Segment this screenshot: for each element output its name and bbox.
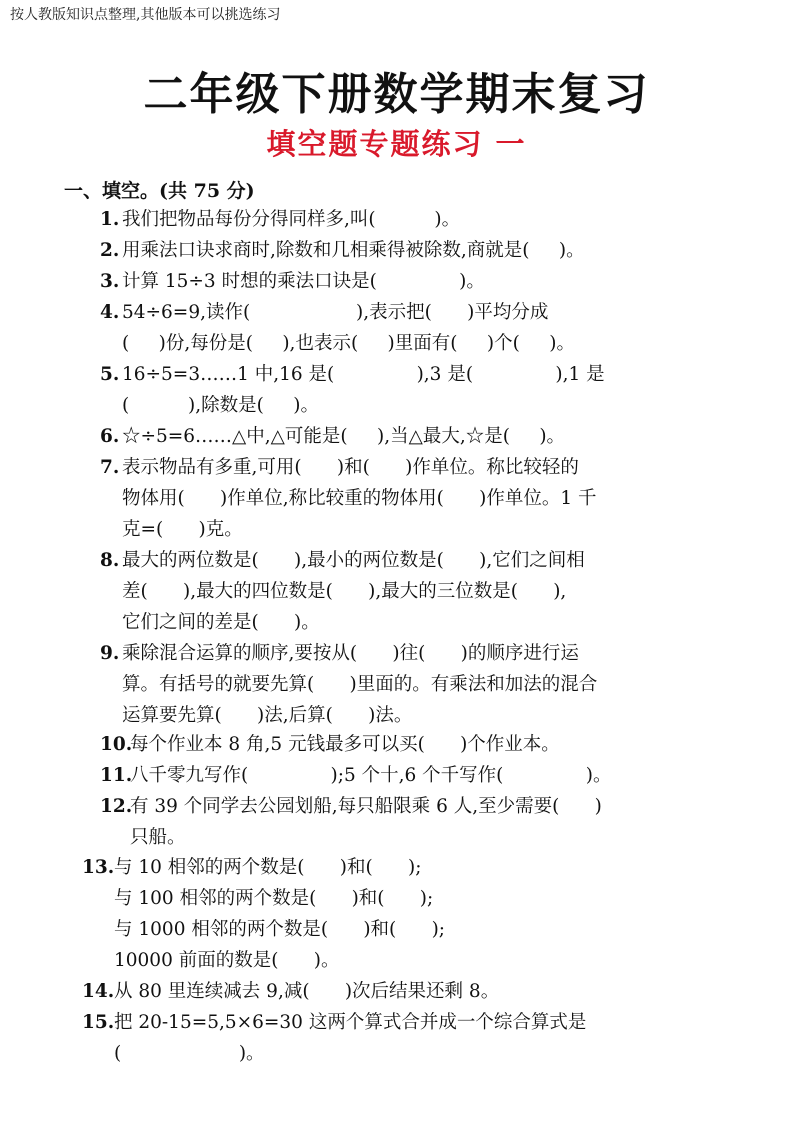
question-text: 16÷5=3……1 中,16 是( ),3 是( ),1 是 [122,364,605,385]
question-number: 5. [100,364,120,385]
question-text: 与 10 相邻的两个数是( )和( ); [114,857,422,878]
question-number: 8. [100,550,120,571]
question-number: 14. [82,981,115,1002]
question-text-continued: 只船。 [130,827,186,848]
question-text: 表示物品有多重,可用( )和( )作单位。称比较轻的 [122,457,579,478]
question-number: 3. [100,271,120,292]
question-text: 54÷6=9,读作( ),表示把( )平均分成 [122,302,549,323]
question-text-continued: 与 1000 相邻的两个数是( )和( ); [114,919,446,940]
question-text-continued: 它们之间的差是( )。 [122,612,320,633]
question-text: 八千零九写作( );5 个十,6 个千写作( )。 [130,765,612,786]
question-number: 15. [82,1012,115,1033]
question-number: 7. [100,457,120,478]
question-text: 每个作业本 8 角,5 元钱最多可以买( )个作业本。 [130,734,560,755]
question-number: 6. [100,426,120,447]
question-text: 从 80 里连续减去 9,减( )次后结果还剩 8。 [114,981,500,1002]
header-note: 按人教版知识点整理,其他版本可以挑选练习 [10,7,281,23]
page-subtitle: 填空题专题练习 一 [266,127,527,161]
question-text: 有 39 个同学去公园划船,每只船限乘 6 人,至少需要( ) [130,796,602,817]
question-number: 9. [100,643,120,664]
question-text: 用乘法口诀求商时,除数和几相乘得被除数,商就是( )。 [122,240,585,261]
question-text: 乘除混合运算的顺序,要按从( )往( )的顺序进行运 [122,643,579,664]
question-number: 12. [100,796,133,817]
question-text-continued: ( )。 [114,1043,265,1064]
question-number: 11. [100,765,133,786]
section-heading: 一、填空。(共 75 分) [64,180,255,202]
question-number: 10. [100,734,133,755]
question-number: 1. [100,209,120,230]
question-text: ☆÷5=6……△中,△可能是( ),当△最大,☆是( )。 [122,426,566,447]
question-text: 把 20-15=5,5×6=30 这两个算式合并成一个综合算式是 [114,1012,587,1033]
question-text-continued: 运算要先算( )法,后算( )法。 [122,705,413,726]
question-text: 我们把物品每份分得同样多,叫( )。 [122,209,461,230]
question-text: 计算 15÷3 时想的乘法口诀是( )。 [122,271,485,292]
question-text-continued: 算。有括号的就要先算( )里面的。有乘法和加法的混合 [122,674,598,695]
question-text-continued: 与 100 相邻的两个数是( )和( ); [114,888,434,909]
question-text-continued: 差( ),最大的四位数是( ),最大的三位数是( ), [122,581,567,602]
question-text-continued: ( )份,每份是( ),也表示( )里面有( )个( )。 [122,333,575,354]
question-text-continued: 克=( )克。 [122,519,243,540]
question-number: 13. [82,857,115,878]
question-text: 最大的两位数是( ),最小的两位数是( ),它们之间相 [122,550,585,571]
question-number: 2. [100,240,120,261]
question-text-continued: 物体用( )作单位,称比较重的物体用( )作单位。1 千 [122,488,597,509]
question-number: 4. [100,302,120,323]
question-text-continued: ( ),除数是( )。 [122,395,319,416]
question-text-continued: 10000 前面的数是( )。 [114,950,340,971]
page-title: 二年级下册数学期末复习 [143,69,650,120]
